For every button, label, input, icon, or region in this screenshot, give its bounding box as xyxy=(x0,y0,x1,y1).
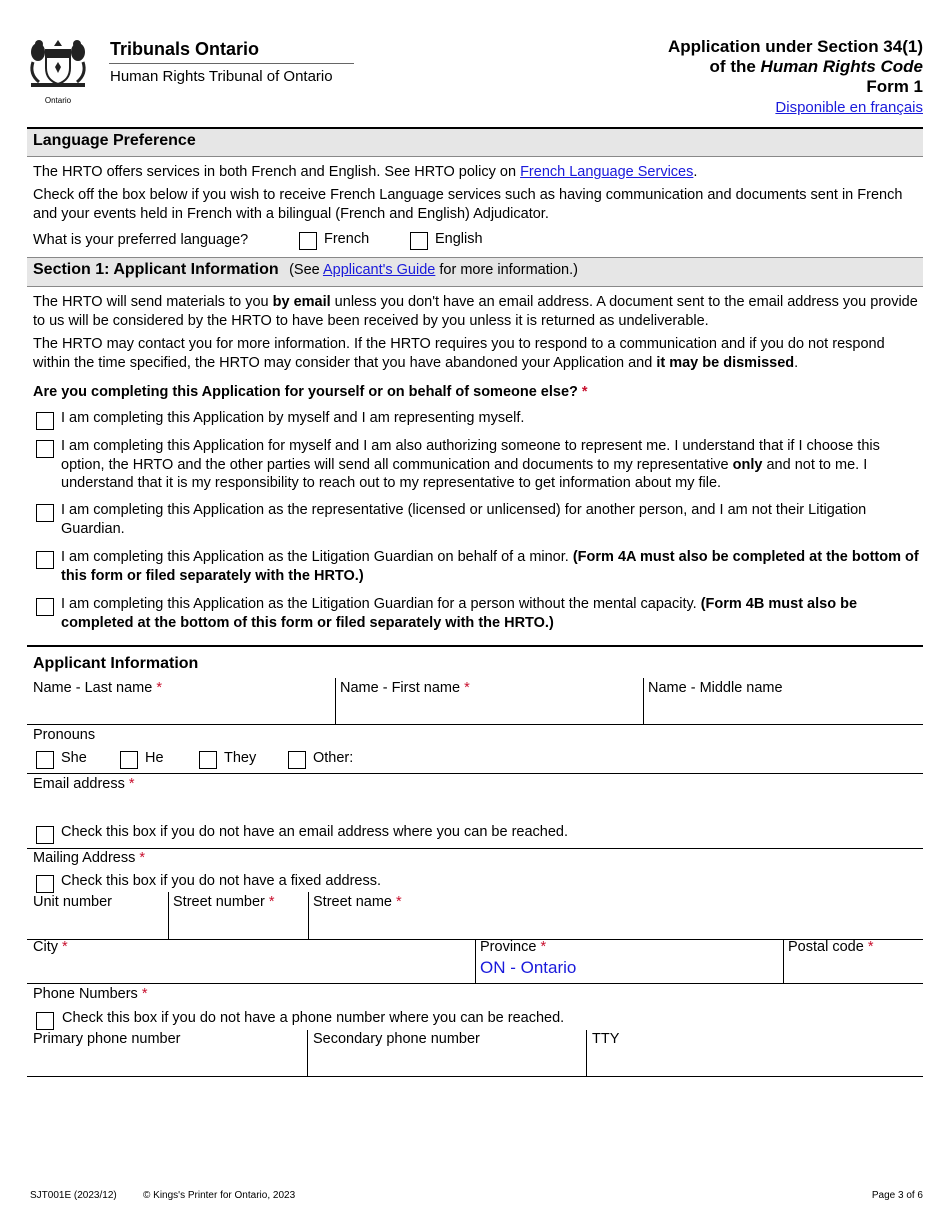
phone-divider-2 xyxy=(586,1030,587,1076)
option-guardian-capacity-text: I am completing this Application as the Litigation Guardian for a person without the mental capacity. (Form 4B must also be completed at the bottom of this form or filed separately with the HRTO.) xyxy=(61,596,858,631)
no-fixed-address-checkbox[interactable] xyxy=(36,875,54,893)
first-name-input[interactable] xyxy=(340,700,638,722)
section1-heading: Section 1: Applicant Information (See Applicant's Guide for more information.) xyxy=(27,257,923,287)
no-phone-checkbox[interactable] xyxy=(36,1012,54,1030)
phone-divider-1 xyxy=(307,1030,308,1076)
first-name-label: Name - First name * xyxy=(340,680,470,696)
street-number-input[interactable] xyxy=(173,914,303,936)
ontario-crest-icon xyxy=(27,38,89,90)
applicants-guide-link[interactable]: Applicant's Guide xyxy=(322,262,436,278)
french-version-link[interactable]: Disponible en français xyxy=(775,99,923,116)
option-representative-checkbox[interactable] xyxy=(36,504,54,522)
french-checkbox[interactable] xyxy=(299,232,317,250)
postal-code-label: Postal code * xyxy=(788,939,874,955)
city-label: City * xyxy=(33,939,68,955)
language-policy-text: The HRTO offers services in both French and English. See HRTO policy on French Language Services. xyxy=(33,164,698,180)
city-divider-1 xyxy=(475,939,476,983)
name-divider-2 xyxy=(643,678,644,724)
form-title-line2: of the Human Rights Code xyxy=(709,57,923,76)
option-representative-text: I am completing this Application as the representative (licensed or unlicensed) for another person, and I am not their Litigation Guardian. xyxy=(61,502,867,537)
contact-notice-text: The HRTO may contact you for more information. If the HRTO requires you to respond to a communication and if you do not respond within the time specified, the HRTO may consider that you have abandoned your Application and it may be dismissed. xyxy=(33,336,885,371)
pronoun-she-checkbox[interactable] xyxy=(36,751,54,769)
tty-label: TTY xyxy=(592,1031,620,1047)
form-title-line1: Application under Section 34(1) xyxy=(667,37,923,56)
no-phone-label: Check this box if you do not have a phone number where you can be reached. xyxy=(62,1010,565,1026)
pronoun-other-label: Other: xyxy=(313,750,354,766)
page-number: Page 3 of 6 xyxy=(871,1190,923,1201)
pronoun-she-label: She xyxy=(61,750,87,766)
completing-for-question: Are you completing this Application for yourself or on behalf of someone else? * xyxy=(33,384,588,400)
unit-number-input[interactable] xyxy=(33,914,163,936)
pronoun-he-label: He xyxy=(145,750,164,766)
org-sub: Human Rights Tribunal of Ontario xyxy=(110,68,333,85)
form-title-block xyxy=(668,37,923,97)
tty-input[interactable] xyxy=(592,1052,918,1074)
option-authorize-rep-checkbox[interactable] xyxy=(36,440,54,458)
street-name-label: Street name * xyxy=(313,894,402,910)
option-guardian-minor-text: I am completing this Application as the Litigation Guardian on behalf of a minor. (Form 4A must also be completed at the bottom of this form or filed separately with the HRTO.) xyxy=(61,549,919,584)
copyright: © Kings's Printer for Ontario, 2023 xyxy=(143,1190,296,1201)
english-checkbox[interactable] xyxy=(410,232,428,250)
ontario-logo xyxy=(27,38,89,105)
option-guardian-capacity-checkbox[interactable] xyxy=(36,598,54,616)
logo-text: Ontario xyxy=(44,96,72,105)
pronoun-other-input[interactable] xyxy=(362,750,662,770)
pronoun-they-label: They xyxy=(224,750,257,766)
org-name: Tribunals Ontario xyxy=(110,39,260,59)
language-instructions: Check off the box below if you wish to receive French Language services such as having communication and documents sent in French and your events held in French with a bilingual (French and English) Adjudicator. xyxy=(33,187,903,222)
no-email-label: Check this box if you do not have an email address where you can be reached. xyxy=(61,824,568,840)
email-input[interactable] xyxy=(33,797,918,819)
pronouns-row-rule xyxy=(27,773,923,774)
french-label: French xyxy=(324,231,370,247)
phone-numbers-label: Phone Numbers * xyxy=(33,986,148,1002)
english-label: English xyxy=(435,231,483,247)
primary-phone-label: Primary phone number xyxy=(33,1031,181,1047)
primary-phone-input[interactable] xyxy=(33,1052,301,1074)
option-self-checkbox[interactable] xyxy=(36,412,54,430)
city-divider-2 xyxy=(783,939,784,983)
street-number-label: Street number * xyxy=(173,894,275,910)
option-guardian-minor-checkbox[interactable] xyxy=(36,551,54,569)
secondary-phone-label: Secondary phone number xyxy=(313,1031,480,1047)
no-email-checkbox[interactable] xyxy=(36,826,54,844)
name-divider-1 xyxy=(335,678,336,724)
pronoun-they-checkbox[interactable] xyxy=(199,751,217,769)
secondary-phone-input[interactable] xyxy=(313,1052,581,1074)
province-select[interactable]: ON - Ontario xyxy=(480,958,577,977)
option-authorize-rep-text: I am completing this Application for myself and I am also authorizing someone to represent me. I understand that if I choose this option, the HRTO and the other parties will send all communication and documents to my representative only and not to me. I understand that it is my responsibility to reach out to my representative to get information about my file. xyxy=(61,438,880,491)
option-self-text: I am completing this Application by myself and I am representing myself. xyxy=(61,410,525,426)
address-divider-1 xyxy=(168,892,169,939)
middle-name-label: Name - Middle name xyxy=(648,680,783,696)
name-row-rule xyxy=(27,724,923,725)
city-row-rule xyxy=(27,983,923,984)
email-row-rule xyxy=(27,848,923,849)
language-section-heading: Language Preference xyxy=(27,127,923,157)
french-services-link[interactable]: French Language Services xyxy=(520,164,694,180)
unit-number-label: Unit number xyxy=(33,894,112,910)
address-divider-2 xyxy=(308,892,309,939)
last-name-input[interactable] xyxy=(33,700,328,722)
postal-code-input[interactable] xyxy=(788,959,918,981)
email-notice-text: The HRTO will send materials to you by email unless you don't have an email address. A document sent to the email address you provide to us will be considered by the HRTO to have been received by you unless it is returned as undeliverable. xyxy=(33,294,918,329)
org-divider xyxy=(109,63,354,64)
form-code: SJT001E (2023/12) xyxy=(30,1190,117,1201)
form-number: Form 1 xyxy=(866,77,923,96)
email-label: Email address * xyxy=(33,776,135,792)
applicant-top-rule xyxy=(27,645,923,647)
preferred-language-question: What is your preferred language? xyxy=(33,232,249,248)
mailing-address-label: Mailing Address * xyxy=(33,850,146,866)
city-input[interactable] xyxy=(33,959,471,981)
street-name-input[interactable] xyxy=(313,914,918,936)
applicant-info-heading: Applicant Information xyxy=(33,655,199,672)
pronoun-he-checkbox[interactable] xyxy=(120,751,138,769)
no-fixed-address-label: Check this box if you do not have a fixed address. xyxy=(61,873,381,889)
last-name-label: Name - Last name * xyxy=(33,680,162,696)
pronouns-label: Pronouns xyxy=(33,727,96,743)
phone-row-rule xyxy=(27,1076,923,1077)
middle-name-input[interactable] xyxy=(648,700,918,722)
province-label: Province * xyxy=(480,939,547,955)
pronoun-other-checkbox[interactable] xyxy=(288,751,306,769)
